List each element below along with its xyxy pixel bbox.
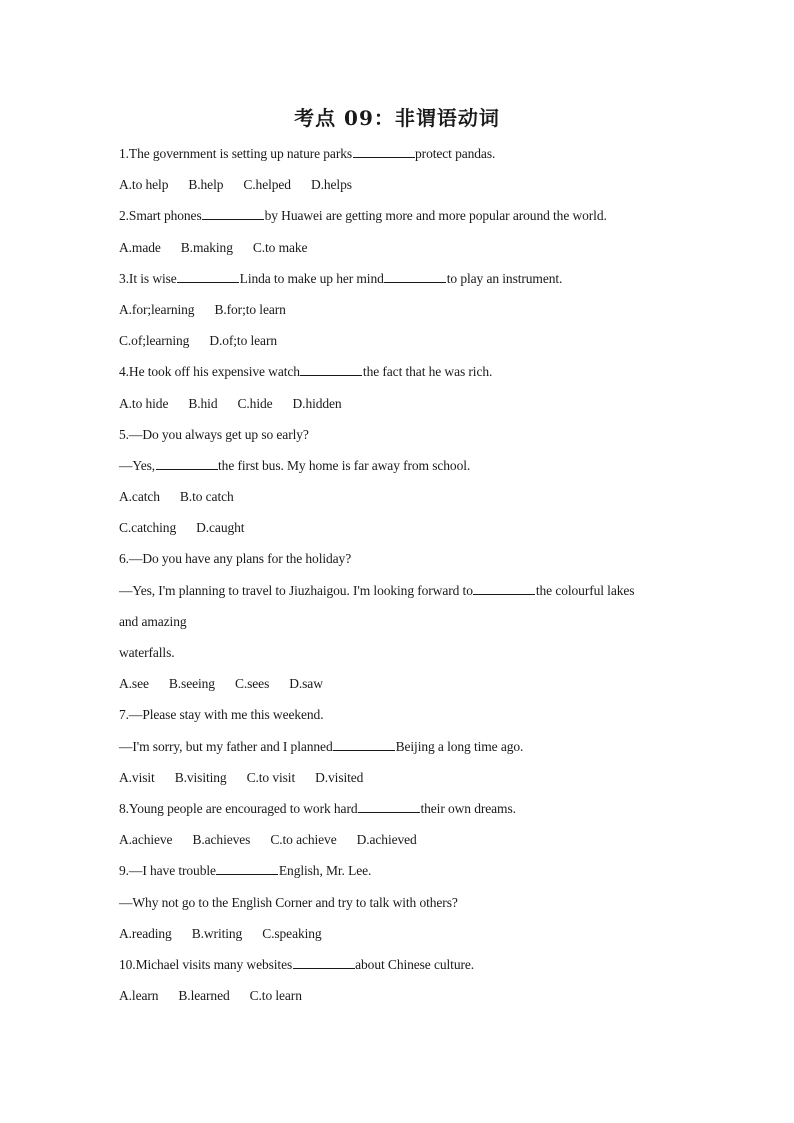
answer-option[interactable]: C.speaking xyxy=(262,925,322,941)
answer-option[interactable]: B.help xyxy=(188,177,224,193)
answer-option[interactable]: D.helps xyxy=(310,177,352,193)
stem-text: waterfalls. xyxy=(119,645,175,660)
answer-option[interactable]: A.catch xyxy=(119,489,160,505)
answer-blank[interactable] xyxy=(333,738,395,751)
options-row xyxy=(119,325,679,356)
stem-text: and amazing xyxy=(119,613,187,629)
question-stem-line xyxy=(119,949,679,980)
answer-blank[interactable] xyxy=(384,270,446,283)
stem-text: by Huawei are getting more and more popular around the world. xyxy=(264,208,607,224)
stem-text: their own dreams. xyxy=(420,800,516,816)
answer-option[interactable]: B.learned xyxy=(178,988,230,1004)
question-stem-line xyxy=(119,356,679,387)
answer-option[interactable]: C.to learn xyxy=(249,988,302,1004)
answer-option[interactable]: A.achieve xyxy=(119,832,173,848)
answer-option[interactable]: C.hide xyxy=(237,395,273,411)
question-2 xyxy=(119,200,679,262)
answer-option[interactable]: A.reading xyxy=(119,925,172,941)
stem-text: —Yes, xyxy=(119,457,156,473)
question-stem-line xyxy=(119,200,679,231)
question-6 xyxy=(119,543,679,699)
answer-option[interactable]: B.achieves xyxy=(192,832,251,848)
answer-option[interactable]: C.to visit xyxy=(246,769,296,785)
options-row xyxy=(119,918,679,949)
question-stem-line xyxy=(119,419,679,450)
answer-option[interactable]: A.see xyxy=(119,676,149,692)
answer-option[interactable]: C.catching xyxy=(119,520,177,536)
answer-option[interactable]: B.writing xyxy=(191,925,243,941)
question-stem-line xyxy=(119,731,679,762)
answer-option[interactable]: C.to make xyxy=(252,239,308,255)
question-3 xyxy=(119,263,679,357)
answer-blank[interactable] xyxy=(300,363,362,376)
options-row xyxy=(119,388,679,419)
answer-option[interactable]: C.to achieve xyxy=(270,832,337,848)
answer-option[interactable]: D.hidden xyxy=(292,395,342,411)
question-stem-line xyxy=(119,855,679,886)
answer-option[interactable]: A.to hide xyxy=(119,395,169,411)
options-row xyxy=(119,169,679,200)
stem-text: 6.—Do you have any plans for the holiday? xyxy=(119,551,352,567)
stem-text: about Chinese culture. xyxy=(355,956,475,972)
stem-text: 10.Michael visits many websites xyxy=(119,956,293,972)
answer-option[interactable]: B.making xyxy=(180,239,233,255)
answer-option[interactable]: C.of;learning xyxy=(119,333,190,349)
stem-text: 4.He took off his expensive watch xyxy=(119,364,300,380)
question-4 xyxy=(119,356,679,418)
question-9 xyxy=(119,855,679,949)
answer-option[interactable]: A.learn xyxy=(119,988,159,1004)
answer-option[interactable]: A.made xyxy=(119,239,161,255)
answer-blank[interactable] xyxy=(358,800,420,813)
question-stem-line xyxy=(119,138,679,169)
options-row xyxy=(119,668,679,699)
stem-text: the first bus. My home is far away from school. xyxy=(218,457,471,473)
answer-blank[interactable] xyxy=(473,582,535,595)
answer-option[interactable]: D.caught xyxy=(196,520,245,536)
stem-text: protect pandas. xyxy=(415,146,496,161)
stem-text: —Why not go to the English Corner and try to talk with others? xyxy=(119,894,458,910)
options-row xyxy=(119,980,679,1011)
stem-text: —I'm sorry, but my father and I planned xyxy=(119,738,333,754)
options-row xyxy=(119,762,679,793)
answer-option[interactable]: B.hid xyxy=(188,395,218,411)
stem-text: English, Mr. Lee. xyxy=(278,863,372,879)
stem-text: 2.Smart phones xyxy=(119,208,202,224)
answer-option[interactable]: D.saw xyxy=(289,676,323,692)
answer-option[interactable]: D.visited xyxy=(315,769,364,785)
question-1 xyxy=(119,138,679,200)
answer-blank[interactable] xyxy=(202,207,264,220)
answer-blank[interactable] xyxy=(293,956,355,969)
question-stem-line xyxy=(119,575,679,606)
stem-text: 7.—Please stay with me this weekend. xyxy=(119,707,324,723)
stem-text: 3.It is wise xyxy=(119,270,177,286)
options-row xyxy=(119,232,679,263)
stem-text: the colourful lakes xyxy=(535,582,635,598)
answer-option[interactable]: A.to help xyxy=(119,177,169,193)
question-stem-line xyxy=(119,606,679,637)
question-5 xyxy=(119,419,679,544)
stem-text: Beijing a long time ago. xyxy=(395,738,524,754)
question-7 xyxy=(119,699,679,793)
question-stem-line xyxy=(119,637,679,668)
options-row xyxy=(119,512,679,543)
stem-text: 9.—I have trouble xyxy=(119,863,216,879)
options-row xyxy=(119,294,679,325)
answer-option[interactable]: D.achieved xyxy=(356,832,417,848)
stem-text: 5.—Do you always get up so early? xyxy=(119,426,309,442)
question-stem-line xyxy=(119,543,679,574)
question-list xyxy=(119,138,679,1011)
options-row xyxy=(119,481,679,512)
stem-text: 8.Young people are encouraged to work hard xyxy=(119,800,358,816)
question-10 xyxy=(119,949,679,1011)
question-stem-line xyxy=(119,450,679,481)
stem-text: the fact that he was rich. xyxy=(362,364,493,380)
answer-option[interactable]: B.seeing xyxy=(168,676,215,692)
question-stem-line xyxy=(119,887,679,918)
question-stem-line xyxy=(119,793,679,824)
question-stem-line xyxy=(119,263,679,294)
answer-option[interactable]: B.to catch xyxy=(179,489,234,505)
stem-text: 1.The government is setting up nature parks xyxy=(119,146,353,161)
answer-blank[interactable] xyxy=(216,862,278,875)
answer-option[interactable]: C.helped xyxy=(243,177,291,193)
stem-text: Linda to make up her mind xyxy=(239,270,384,286)
answer-option[interactable]: B.visiting xyxy=(174,769,227,785)
answer-blank[interactable] xyxy=(353,145,415,158)
stem-text: —Yes, I'm planning to travel to Jiuzhaigou. I'm looking forward to xyxy=(119,582,473,598)
stem-text: to play an instrument. xyxy=(446,270,563,286)
question-8 xyxy=(119,793,679,855)
answer-option[interactable]: A.for;learning xyxy=(119,301,195,317)
answer-option[interactable]: A.visit xyxy=(119,769,155,785)
answer-option[interactable]: B.for;to learn xyxy=(214,301,286,317)
options-row xyxy=(119,824,679,855)
question-stem-line xyxy=(119,699,679,730)
page-title: 考点 09：非谓语动词 xyxy=(294,106,500,130)
answer-option[interactable]: C.sees xyxy=(234,676,270,692)
answer-option[interactable]: D.of;to learn xyxy=(209,333,277,349)
answer-blank[interactable] xyxy=(156,457,218,470)
answer-blank[interactable] xyxy=(177,270,239,283)
